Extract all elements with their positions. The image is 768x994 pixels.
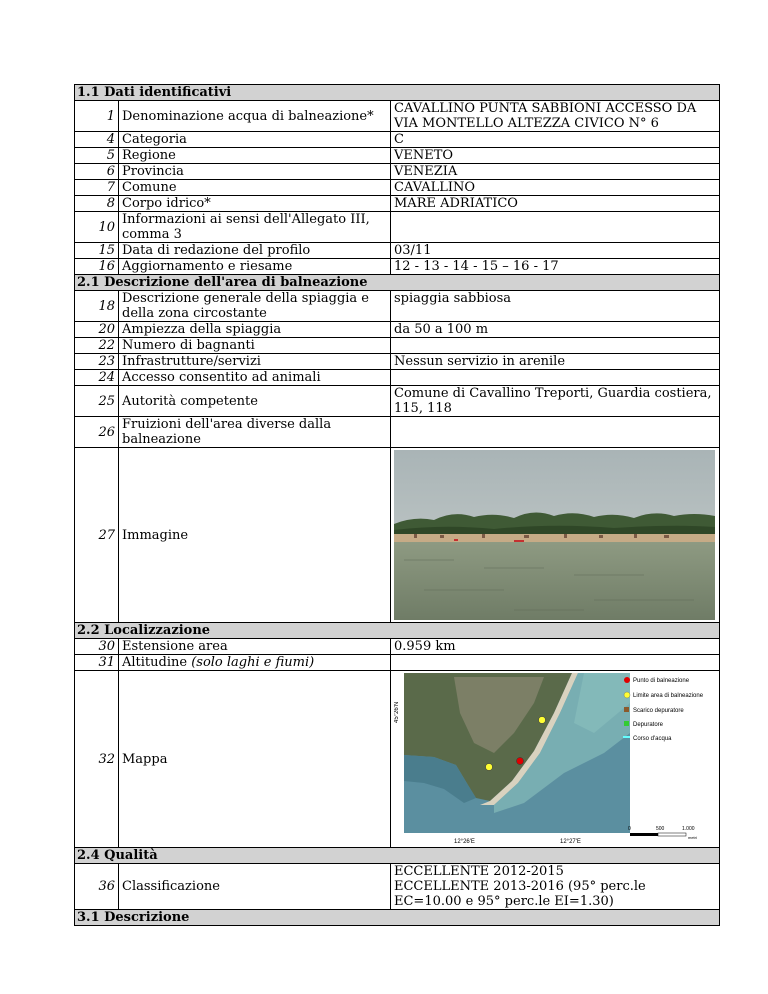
field-label: Data di redazione del profilo <box>119 243 391 259</box>
field-value: CAVALLINO PUNTA SABBIONI ACCESSO DA VIA MONTELLO ALTEZZA CIVICO N° 6 <box>391 101 720 132</box>
field-value <box>391 338 720 354</box>
field-value: VENETO <box>391 148 720 164</box>
field-label <box>119 655 391 671</box>
table-row <box>75 132 720 148</box>
table-row <box>75 386 720 417</box>
bathing-point-marker <box>517 758 524 765</box>
field-number: 8 <box>75 196 119 212</box>
field-number: 20 <box>75 322 119 338</box>
legend-item: Punto di balneazione <box>633 678 690 684</box>
field-label: Fruizioni dell'area diverse dalla balneazione <box>119 417 391 448</box>
table-row <box>75 148 720 164</box>
field-number: 15 <box>75 243 119 259</box>
limit-marker <box>486 764 493 771</box>
field-label: Categoria <box>119 132 391 148</box>
table-row <box>75 101 720 132</box>
scale-label: 1.000 <box>682 826 695 832</box>
field-label: Autorità competente <box>119 386 391 417</box>
satellite-map <box>404 673 630 833</box>
field-number: 25 <box>75 386 119 417</box>
table-row <box>75 212 720 243</box>
table-row <box>75 196 720 212</box>
field-number: 31 <box>75 655 119 671</box>
field-label: Denominazione acqua di balneazione* <box>119 101 391 132</box>
field-number: 18 <box>75 291 119 322</box>
field-value <box>391 864 720 910</box>
field-value: 0.959 km <box>391 639 720 655</box>
legend-swatch-corso <box>623 736 630 738</box>
field-value <box>391 212 720 243</box>
legend-swatch-point <box>624 677 630 683</box>
field-number: 24 <box>75 370 119 386</box>
table-row <box>75 338 720 354</box>
table-row <box>75 322 720 338</box>
field-number: 10 <box>75 212 119 243</box>
classification-line: ECCELLENTE 2013-2016 (95° perc.le EC=10.00 e 95° perc.le EI=1.30) <box>394 879 646 909</box>
field-label: Regione <box>119 148 391 164</box>
legend-item: Scarico depuratore <box>633 708 684 714</box>
legend-swatch-scarico <box>624 707 629 712</box>
field-label: Classificazione <box>119 864 391 910</box>
field-number: 30 <box>75 639 119 655</box>
field-label: Immagine <box>119 448 391 623</box>
field-value <box>391 417 720 448</box>
table-row <box>75 671 720 848</box>
section-header-2-4 <box>75 848 720 864</box>
field-label: Provincia <box>119 164 391 180</box>
field-number: 22 <box>75 338 119 354</box>
field-value: Comune di Cavallino Treporti, Guardia costiera, 115, 118 <box>391 386 720 417</box>
latitude-label: 45°26'N <box>394 701 400 723</box>
table-row <box>75 448 720 623</box>
legend-swatch-limit <box>624 692 630 698</box>
field-value <box>391 370 720 386</box>
table-row <box>75 639 720 655</box>
bathing-water-profile-table <box>74 84 720 926</box>
field-label-plain: Altitudine <box>122 655 192 670</box>
field-value: VENEZIA <box>391 164 720 180</box>
table-row <box>75 164 720 180</box>
field-number: 27 <box>75 448 119 623</box>
field-label: Mappa <box>119 671 391 848</box>
scale-label: 500 <box>656 826 665 832</box>
field-number: 36 <box>75 864 119 910</box>
field-number: 1 <box>75 101 119 132</box>
field-value: da 50 a 100 m <box>391 322 720 338</box>
table-row <box>75 417 720 448</box>
table-row <box>75 354 720 370</box>
scale-unit: metri <box>688 835 697 840</box>
field-label: Descrizione generale della spiaggia e della zona circostante <box>119 291 391 322</box>
classification-line: ECCELLENTE 2012-2015 <box>394 864 564 879</box>
table-row <box>75 291 720 322</box>
beach-photo-image <box>394 450 715 620</box>
field-number: 6 <box>75 164 119 180</box>
table-row <box>75 370 720 386</box>
field-label: Informazioni ai sensi dell'Allegato III, comma 3 <box>119 212 391 243</box>
field-label: Aggiornamento e riesame <box>119 259 391 275</box>
field-label: Ampiezza della spiaggia <box>119 322 391 338</box>
section-title: 3.1 Descrizione <box>75 910 720 926</box>
legend-swatch-depuratore <box>624 721 629 726</box>
field-value: 03/11 <box>391 243 720 259</box>
section-title: 2.2 Localizzazione <box>75 623 720 639</box>
section-header-2-1 <box>75 275 720 291</box>
location-map-image <box>394 673 715 845</box>
field-number: 32 <box>75 671 119 848</box>
field-number: 5 <box>75 148 119 164</box>
longitude-label: 12°27'E <box>560 839 581 845</box>
field-label-italic: (solo laghi e fiumi) <box>191 655 315 670</box>
field-value: CAVALLINO <box>391 180 720 196</box>
field-label: Corpo idrico* <box>119 196 391 212</box>
field-number: 7 <box>75 180 119 196</box>
legend-item: Limite area di balneazione <box>633 693 704 699</box>
section-header-2-2 <box>75 623 720 639</box>
table-row <box>75 243 720 259</box>
table-row <box>75 180 720 196</box>
beach-photo <box>391 448 720 623</box>
location-map <box>391 671 720 848</box>
legend-item: Depuratore <box>633 722 664 728</box>
field-label: Estensione area <box>119 639 391 655</box>
field-number: 16 <box>75 259 119 275</box>
field-label: Infrastrutture/servizi <box>119 354 391 370</box>
table-row <box>75 259 720 275</box>
field-number: 26 <box>75 417 119 448</box>
limit-marker <box>539 717 546 724</box>
field-number: 23 <box>75 354 119 370</box>
field-value: spiaggia sabbiosa <box>391 291 720 322</box>
field-label: Accesso consentito ad animali <box>119 370 391 386</box>
field-value: Nessun servizio in arenile <box>391 354 720 370</box>
section-header-3-1 <box>75 910 720 926</box>
section-title: 2.4 Qualità <box>75 848 720 864</box>
scale-label: 0 <box>628 826 631 832</box>
field-value <box>391 655 720 671</box>
section-header-1-1 <box>75 85 720 101</box>
section-title: 1.1 Dati identificativi <box>75 85 720 101</box>
field-label: Comune <box>119 180 391 196</box>
table-row <box>75 655 720 671</box>
field-label: Numero di bagnanti <box>119 338 391 354</box>
field-value: C <box>391 132 720 148</box>
longitude-label: 12°26'E <box>454 839 475 845</box>
table-row <box>75 864 720 910</box>
section-title: 2.1 Descrizione dell'area di balneazione <box>75 275 720 291</box>
legend-item: Corso d'acqua <box>633 736 672 742</box>
field-value: MARE ADRIATICO <box>391 196 720 212</box>
field-value: 12 - 13 - 14 - 15 – 16 - 17 <box>391 259 720 275</box>
field-number: 4 <box>75 132 119 148</box>
